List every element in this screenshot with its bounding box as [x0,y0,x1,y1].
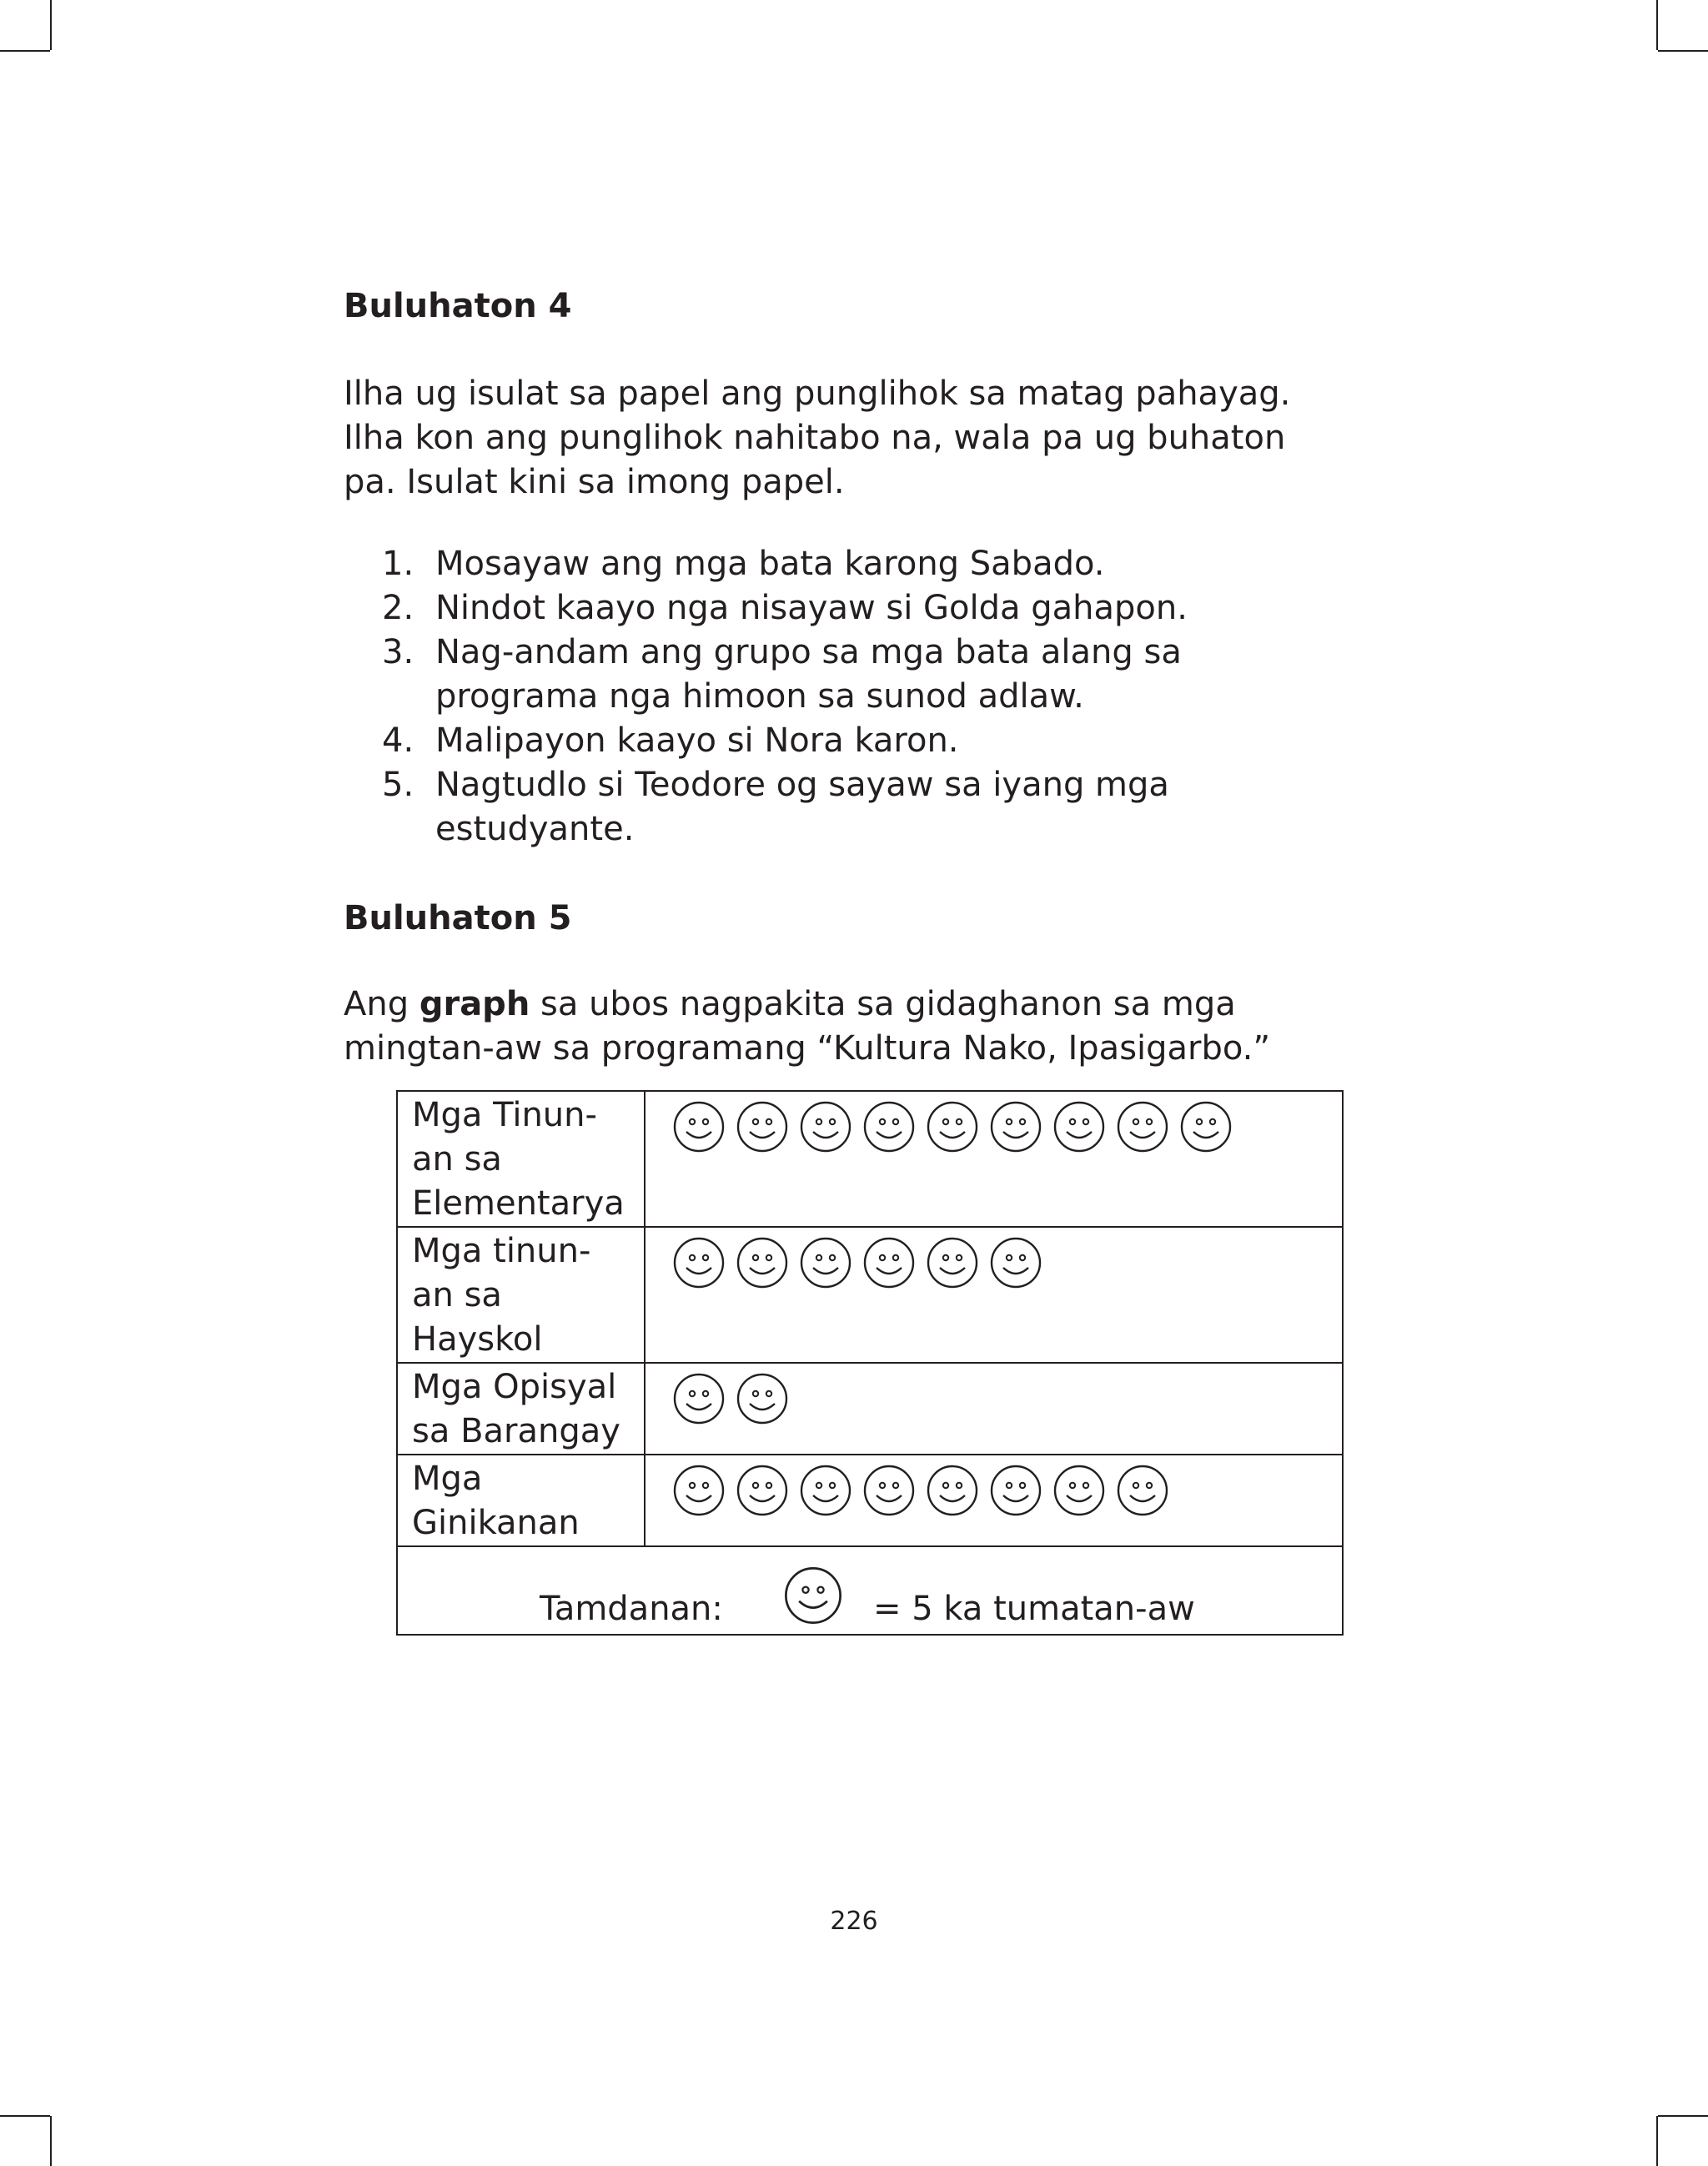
row-label-line: Hayskol [412,1320,543,1359]
row-label-line: Elementarya [412,1184,625,1223]
key-value: = 5 ka tumatan-aw [873,1590,1195,1628]
list-number: 4. [382,721,414,760]
smiley-face-icon [1179,1100,1233,1153]
smiley-face-icon [989,1236,1042,1289]
crop-mark-bottom-left-v [50,2116,52,2166]
row-label-line: Mga [412,1460,483,1498]
row-icons [645,1227,1343,1363]
list-text: Nagtudlo si Teodore og sayaw sa iyang mga [435,766,1169,804]
crop-mark-top-left-h [0,50,50,52]
pictograph-key-row [397,1546,1343,1635]
crop-mark-top-right-h [1658,50,1708,52]
instruction-line: pa. Isulat kini sa imong papel. [344,463,845,501]
intro-line2: mingtan-aw sa programang “Kultura Nako, Ipasigarbo.” [344,1029,1271,1068]
row-label [397,1227,645,1363]
smiley-face-icon [1116,1464,1169,1517]
instruction-line: Ilha kon ang punglihok nahitabo na, wala pa ug buhaton [344,419,1286,457]
list-number: 5. [382,766,414,804]
pictograph-row [397,1227,1343,1363]
row-label [397,1363,645,1455]
row-icons [645,1363,1343,1455]
crop-mark-top-left-v [50,0,52,50]
smiley-face-icon [799,1236,852,1289]
pictograph-row [397,1091,1343,1227]
activity4-heading: Buluhaton 4 [344,287,572,325]
activity5-intro [344,982,1394,1071]
smiley-face-icon [799,1464,852,1517]
smiley-face-icon [862,1100,916,1153]
list-text: Nindot kaayo nga nisayaw si Golda gahapon. [435,589,1188,627]
row-label [397,1455,645,1546]
page-number: 226 [830,1907,878,1936]
smiley-face-icon [926,1236,979,1289]
list-number: 2. [382,589,414,627]
smiley-face-icon [862,1464,916,1517]
smiley-face-icon [926,1464,979,1517]
row-label-line: Mga Opisyal [412,1368,617,1406]
smiley-face-icon [783,1565,843,1626]
intro-bold-word: graph [419,985,530,1023]
crop-mark-bottom-right-v [1656,2116,1658,2166]
smiley-face-icon [989,1100,1042,1153]
row-label-line: Ginikanan [412,1504,580,1542]
activity5-heading: Buluhaton 5 [344,899,572,937]
row-label [397,1091,645,1227]
intro-rest: sa ubos nagpakita sa gidaghanon sa mga [530,985,1236,1023]
row-icons [645,1091,1343,1227]
row-label-line: an sa [412,1276,502,1314]
smiley-face-icon [1052,1100,1106,1153]
row-icons [645,1455,1343,1546]
list-number: 1. [382,545,414,583]
smiley-face-icon [736,1236,789,1289]
row-label-line: Mga Tinun- [412,1096,597,1134]
smiley-face-icon [736,1464,789,1517]
smiley-face-icon [672,1372,726,1425]
pictograph-row [397,1363,1343,1455]
list-number: 3. [382,633,414,671]
row-label-line: Mga tinun- [412,1232,591,1270]
row-label-line: an sa [412,1140,502,1178]
list-text: programa nga himoon sa sunod adlaw. [435,677,1084,716]
instruction-line: Ilha ug isulat sa papel ang punglihok sa matag pahayag. [344,374,1291,413]
pictograph-table [396,1090,1344,1636]
smiley-face-icon [799,1100,852,1153]
smiley-face-icon [989,1464,1042,1517]
pictograph-key [397,1546,1343,1635]
list-item [382,763,1383,852]
smiley-face-icon [862,1236,916,1289]
list-text: Nag-andam ang grupo sa mga bata alang sa [435,633,1182,671]
smiley-face-icon [1116,1100,1169,1153]
crop-mark-bottom-left-h [0,2115,50,2117]
list-item [382,542,1383,586]
crop-mark-top-right-v [1656,0,1658,50]
list-text: Malipayon kaayo si Nora karon. [435,721,959,760]
smiley-face-icon [736,1372,789,1425]
activity4-instructions [344,372,1394,505]
list-item [382,719,1383,763]
list-item [382,586,1383,631]
smiley-face-icon [736,1100,789,1153]
smiley-face-icon [926,1100,979,1153]
key-label: Tamdanan: [540,1590,723,1628]
intro-prefix: Ang [344,985,419,1023]
smiley-face-icon [672,1464,726,1517]
activity4-list [382,542,1383,852]
pictograph-row [397,1455,1343,1546]
list-text: Mosayaw ang mga bata karong Sabado. [435,545,1105,583]
list-item [382,631,1383,719]
row-label-line: sa Barangay [412,1412,620,1450]
smiley-face-icon [672,1236,726,1289]
list-text: estudyante. [435,810,635,848]
smiley-face-icon [672,1100,726,1153]
smiley-face-icon [1052,1464,1106,1517]
crop-mark-bottom-right-h [1658,2115,1708,2117]
